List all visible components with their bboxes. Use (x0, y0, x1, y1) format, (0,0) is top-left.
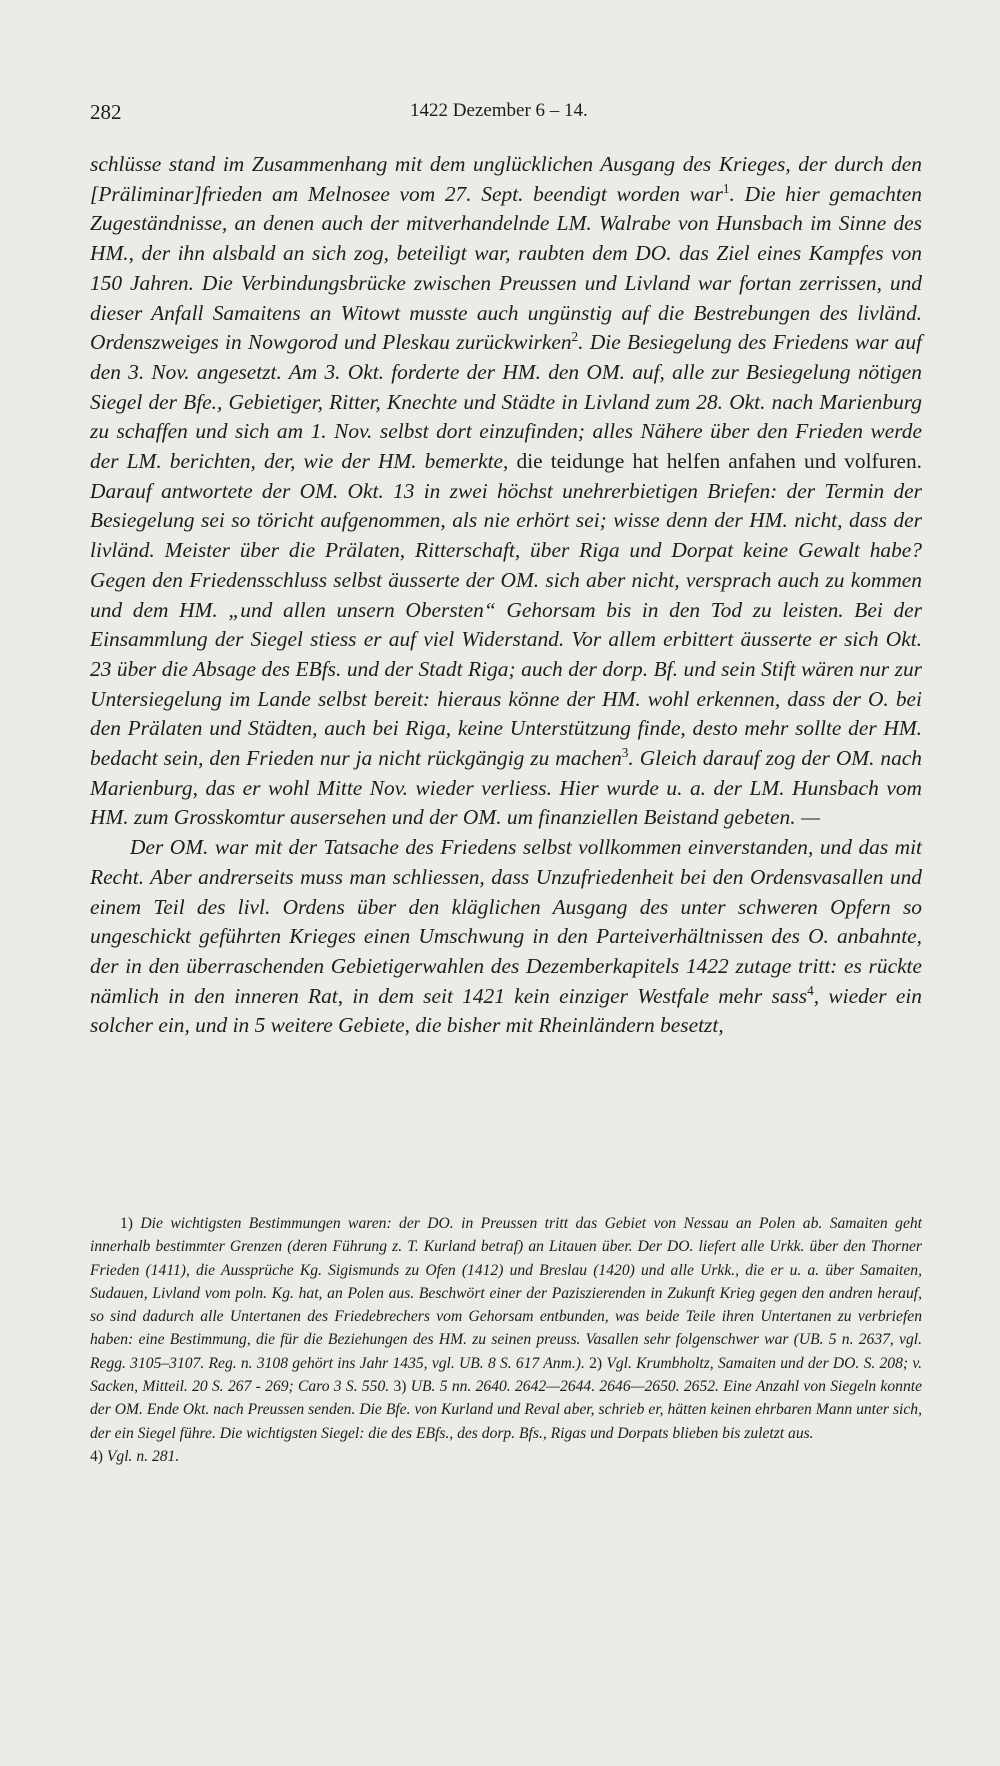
footnotes (90, 1212, 922, 1468)
footnote-2-mark: 2) (589, 1354, 603, 1372)
footnote-ref-4: 4 (807, 982, 814, 998)
page-number: 282 (90, 100, 122, 124)
footnote-ref-2: 2 (571, 329, 579, 345)
footnote-3-text: UB. 5 nn. 2640. 2642—2644. 2646—2650. 2652. Eine Anzahl von Siegeln konnte der OM. Ende Okt. nach Preussen senden. Die Bfe. von Kurland und Reval aber, schrieb er, hätten keinen ehrbaren Mann unter sich, der ein Siegel führe. Die wichtigsten Siegel: die des EBfs., des dorp. Bfs., Rigas und Dorpats blieben bis zuletzt aus. (90, 1378, 922, 1442)
paragraph-1 (90, 150, 922, 833)
footnote-ref-3: 3 (621, 744, 629, 760)
footnote-ref-1: 1 (722, 180, 730, 196)
paragraph-1-part-a: schlüsse stand im Zusammenhang mit dem unglücklichen Ausgang des Krieges, der durch den [Präliminar]frieden am Melnosee vom 27. Sept. beendigt worden war (90, 152, 922, 206)
running-title: 1422 Dezember 6 – 14. (410, 100, 588, 121)
footnote-4 (90, 1445, 922, 1468)
page-header (90, 100, 920, 130)
paragraph-2 (90, 833, 922, 1041)
quoted-source-text: die teidunge hat helfen anfahen und volfuren. (508, 449, 922, 474)
footnote-2-text: Vgl. Krumbholtz, Samaiten und der DO. S. 208; v. Sacken, Mitteil. 20 S. 267 - 269; Caro 3 S. 550. (90, 1354, 922, 1396)
paragraph-1-part-c: . Die Besiegelung des Friedens war auf den 3. Nov. angesetzt. Am 3. Okt. forderte der HM. den OM. auf, alle zur Besiegelung nötigen Siegel der Bfe., Gebietiger, Ritter, Knechte und Städte in Livland zum 28. Okt. nach Marienburg zu schaffen und sich am 1. Nov. selbst dort einzufinden; alles Nähere über den Frieden werde der LM. berichten, der, wie der HM. bemerkte, (90, 330, 922, 474)
paragraph-1-part-d: Darauf antwortete der OM. Okt. 13 in zwei höchst unehrerbietigen Briefen: der Termin der Besiegelung sei so töricht aufgenommen, als nie erhört sei; wisse denn der HM. nicht, dass der livländ. Meister über die Prälaten, Ritterschaft, über Riga und Dorpat keine Gewalt habe? Gegen den Friedensschluss selbst äusserte der OM. sich aber nicht, versprach auch zu kommen und dem HM. „und allen unsern Obersten“ Gehorsam bis in den Tod zu leisten. Bei der Einsammlung der Siegel stiess er auf viel Widerstand. Vor allem erbittert äusserte er sich Okt. 23 über die Absage des EBfs. und der Stadt Riga; auch der dorp. Bf. und sein Stift wären nur zur Untersiegelung im Lande selbst bereit: hieraus könne der HM. wohl erkennen, dass der O. bei den Prälaten und Städten, auch bei Riga, keine Unterstützung finde, desto mehr sollte der HM. bedacht sein, den Frieden nur ja nicht rückgängig zu machen (90, 478, 922, 771)
paragraph-1-part-b: . Die hier gemachten Zugeständnisse, an denen auch der mitverhandelnde LM. Walrabe von Hunsbach im Sinne des HM., der ihn alsbald an sich zog, beteiligt war, raubten dem DO. das Ziel eines Kampfes von 150 Jahren. Die Verbindungsbrücke zwischen Preussen und Livland war fortan zerrissen, und dieser Anfall Samaitens an Witowt musste auch ungünstig auf die Bestrebungen des livländ. Ordenszweiges in Nowgorod und Pleskau zurückwirken (90, 181, 922, 355)
footnote-1-mark: 1) (120, 1215, 133, 1232)
paragraph-2-part-b: , wieder ein solcher ein, und in 5 weitere Gebiete, die bisher mit Rheinländern besetzt, (90, 983, 922, 1038)
footnote-1 (90, 1212, 922, 1445)
footnote-1-text: Die wichtigsten Bestimmungen waren: der DO. in Preussen tritt das Gebiet von Nessau an Polen ab. Samaiten geht innerhalb bestimmter Grenzen (deren Führung z. T. Kurland betraf) an Litauen über. Der DO. liefert alle Urkk. über den Thorner Frieden (1411), die Aussprüche Kg. Sigismunds zu Ofen (1412) und Breslau (1420) und alle Urkk., die er u. a. über Samaiten, Sudauen, Livland vom poln. Kg. hat, an Polen aus. Beschwört einer der Paziszierenden in Zukunft Krieg gegen den andren herauf, so sind dadurch alle Untertanen des Friedebrechers vom Gehorsam entbunden, was beide Teile ihren Untertanen zu verbriefen haben: eine Bestimmung, die für die Beziehungen des HM. zu seinen preuss. Vasallen sehr folgenschwer war (UB. 5 n. 2637, vgl. Regg. 3105–3107. Reg. n. 3108 gehört ins Jahr 1435, vgl. UB. 8 S. 617 Anm.). (90, 1215, 922, 1372)
footnote-3-mark: 3) (393, 1378, 407, 1396)
main-text (90, 150, 922, 1041)
paragraph-1-part-e: . Gleich darauf zog der OM. nach Marienburg, das er wohl Mitte Nov. wieder verliess. Hier wurde u. a. der LM. Hunsbach vom HM. zum Grosskomtur ausersehen und der OM. um finanziellen Beistand gebeten. — (90, 746, 922, 830)
paragraph-2-part-a: Der OM. war mit der Tatsache des Friedens selbst vollkommen einverstanden, und das mit Recht. Aber andrerseits muss man schliessen, dass Unzufriedenheit bei den Ordensvasallen und einem Teil des livl. Ordens über den kläglichen Ausgang des unter schweren Opfern so ungeschickt geführten Krieges einen Umschwung in den Parteiverhältnissen des O. anbahnte, der in den überraschenden Gebietigerwahlen des Dezemberkapitels 1422 zutage tritt: es rückte nämlich in den inneren Rat, in dem seit 1421 kein einziger Westfale mehr sass (90, 835, 922, 1008)
footnote-4-text: Vgl. n. 281. (103, 1447, 180, 1465)
footnote-4-mark: 4) (90, 1447, 103, 1465)
